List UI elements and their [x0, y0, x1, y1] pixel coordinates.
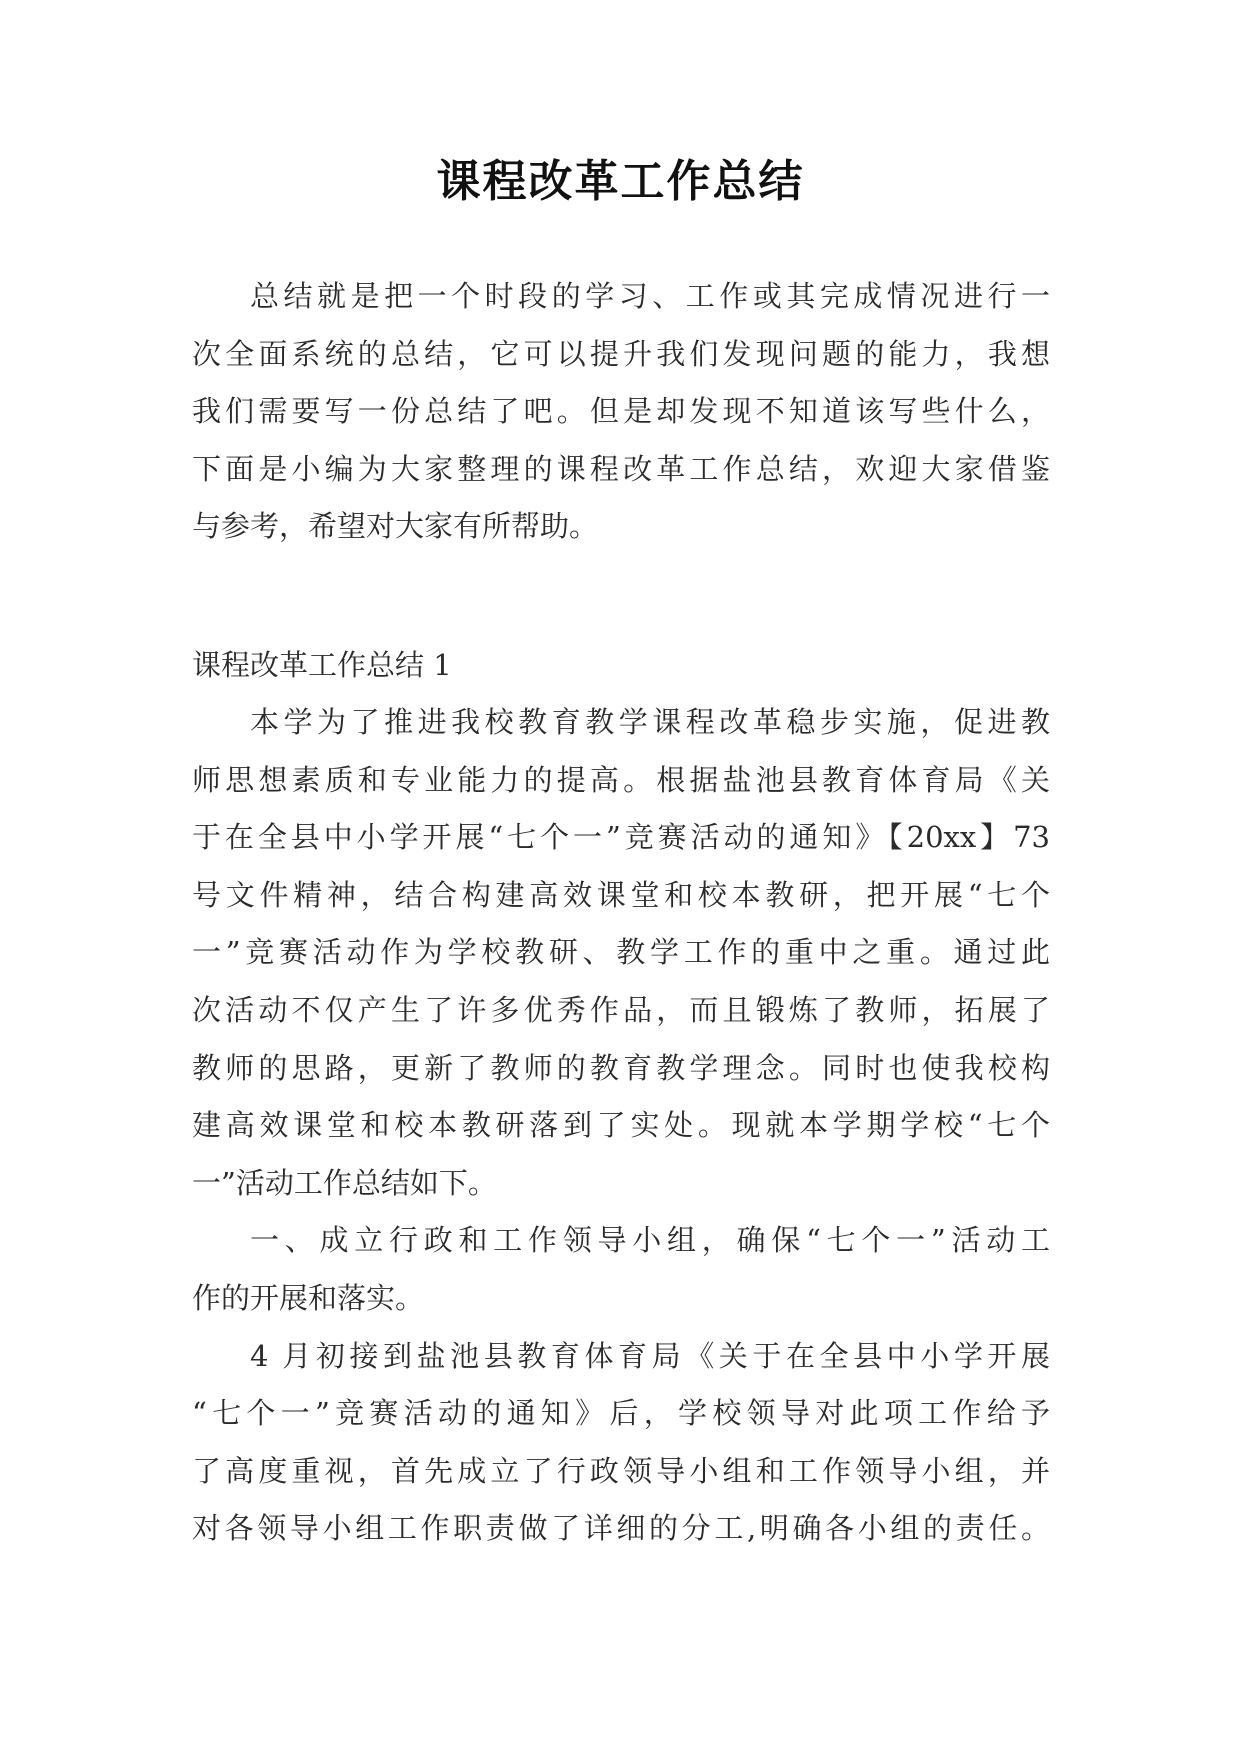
body-line: 号文件精神，结合构建高效课堂和校本教研，把开展“七个: [192, 877, 1050, 912]
body-line: 建高效课堂和校本教研落到了实处。现就本学期学校“七个: [192, 1108, 1050, 1143]
body-line: 一、成立行政和工作领导小组，确保“七个一”活动工: [250, 1223, 1050, 1258]
body-line: 教师的思路，更新了教师的教育教学理念。同时也使我校构: [192, 1050, 1050, 1085]
intro-line: 下面是小编为大家整理的课程改革工作总结，欢迎大家借鉴: [192, 451, 1050, 486]
body-line: 4 月初接到盐池县教育体育局《关于在全县中小学开展: [250, 1338, 1050, 1373]
body-line: 一”竞赛活动作为学校教研、教学工作的重中之重。通过此: [192, 935, 1050, 970]
intro-line: 总结就是把一个时段的学习、工作或其完成情况进行一: [250, 279, 1050, 313]
body-line: 了高度重视，首先成立了行政领导小组和工作领导小组，并: [192, 1453, 1050, 1488]
body-line: 作的开展和落实。: [192, 1280, 425, 1315]
intro-line: 次全面系统的总结，它可以提升我们发现问题的能力，我想: [192, 336, 1050, 371]
body-line: 次活动不仅产生了许多优秀作品，而且锻炼了教师，拓展了: [192, 992, 1050, 1027]
intro-line: 与参考，希望对大家有所帮助。: [192, 509, 599, 544]
body-line: “七个一”竞赛活动的通知》后，学校领导对此项工作给予: [192, 1396, 1050, 1431]
intro-line: 我们需要写一份总结了吧。但是却发现不知道该写些什么，: [192, 394, 1050, 429]
body-line: 对各领导小组工作职责做了详细的分工,明确各小组的责任。: [192, 1511, 1050, 1546]
document-title: 课程改革工作总结: [436, 156, 805, 207]
section-heading: 课程改革工作总结 1: [192, 648, 452, 682]
body-text: [192, 694, 1050, 1558]
body-line: 本学为了推进我校教育教学课程改革稳步实施，促进教: [250, 705, 1050, 739]
body-line: 师思想素质和专业能力的提高。根据盐池县教育体育局《关: [192, 762, 1050, 797]
body-line: 一”活动工作总结如下。: [192, 1165, 497, 1200]
intro-paragraph: [192, 268, 1050, 556]
body-line: 于在全县中小学开展“七个一”竞赛活动的通知》【20xx】73: [192, 820, 1050, 855]
